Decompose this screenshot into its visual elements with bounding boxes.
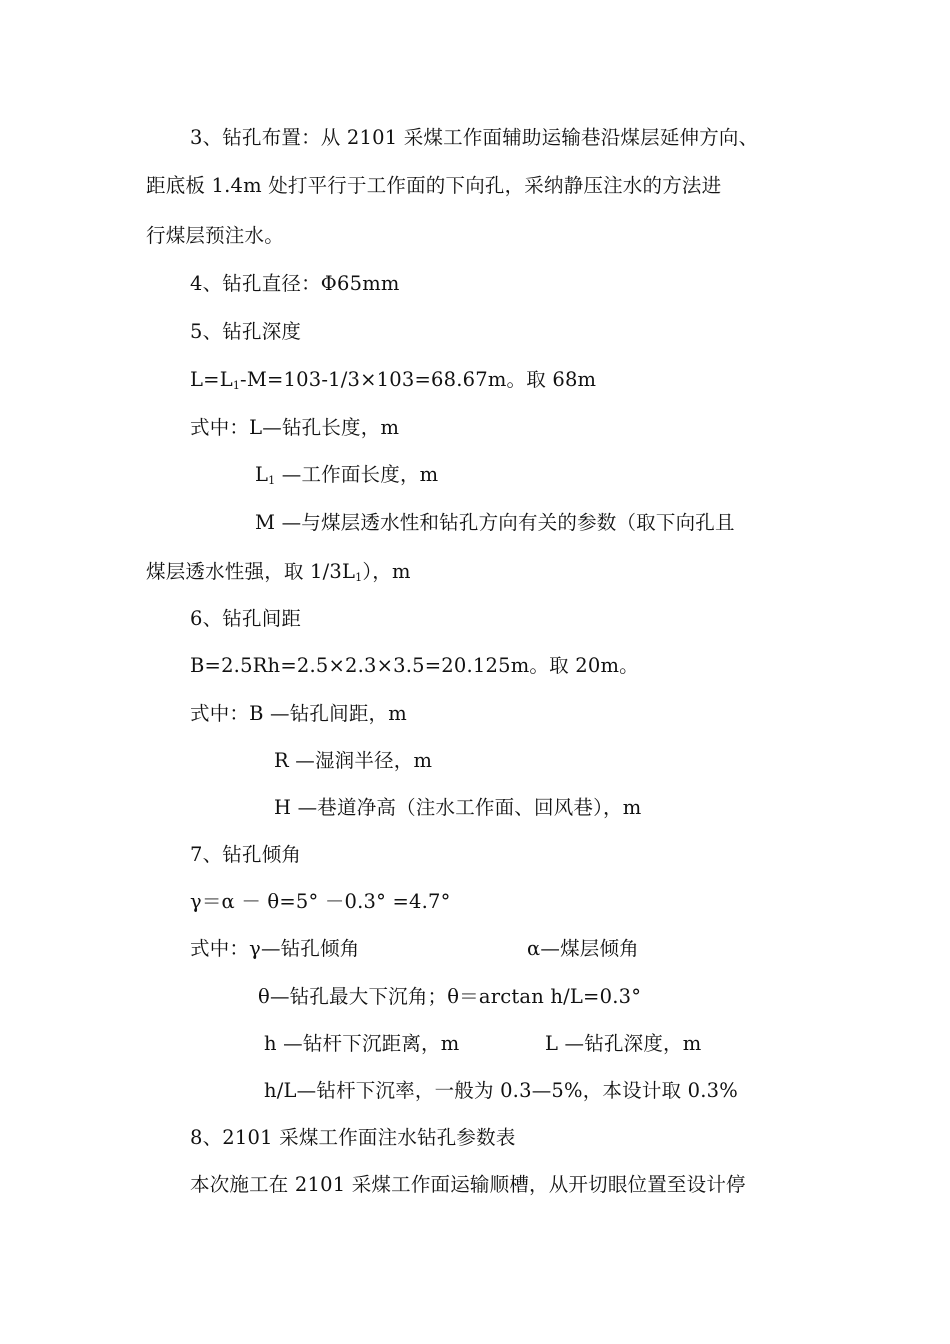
where-M: M —与煤层透水性和钻孔方向有关的参数（取下向孔且 [255,511,735,534]
formula-subscript: 1 [232,379,241,392]
symbol-part: L [255,463,269,486]
where-h: h —钻杆下沉距离，m [264,1032,460,1055]
formula-part: L=L [190,368,233,391]
section8-text: 本次施工在 2101 采煤工作面运输顺槽，从开切眼位置至设计停 [190,1173,746,1196]
section5-heading: 5、钻孔深度 [190,320,302,343]
where-theta: θ—钻孔最大下沉角；θ＝arctan h/L=0.3° [258,985,642,1008]
where-M-continued [146,558,411,586]
where-gamma: 式中：γ—钻孔倾角 [190,937,360,960]
definition-part: 煤层透水性强，取 1/3L [146,560,356,583]
section7-heading: 7、钻孔倾角 [190,843,302,866]
where-L-depth: L —钻孔深度，m [545,1032,702,1055]
section3-line1: 3、钻孔布置：从 2101 采煤工作面辅助运输巷沿煤层延伸方向、 [190,126,759,149]
formula-part: -M=103-1/3×103=68.67m。取 68m [240,368,597,391]
section4-text: 4、钻孔直径：Φ65mm [190,272,400,295]
section6-heading: 6、钻孔间距 [190,607,302,630]
where-R: R —湿润半径，m [274,749,433,772]
where-alpha: α—煤层倾角 [527,937,639,960]
section3-line2: 距底板 1.4m 处打平行于工作面的下向孔，采纳静压注水的方法进 [146,174,722,197]
section8-heading: 8、2101 采煤工作面注水钻孔参数表 [190,1126,516,1149]
section5-formula [190,366,596,394]
where-H: H —巷道净高（注水工作面、回风巷），m [274,796,642,819]
section3-line3: 行煤层预注水。 [146,224,284,247]
symbol-subscript: 1 [268,474,276,487]
where-L1 [255,461,438,489]
symbol-subscript: 1 [355,571,363,584]
where-B: 式中：B —钻孔间距，m [190,702,407,725]
section7-formula: γ＝α － θ=5° －0.3° =4.7° [190,890,451,913]
definition-part: ），m [362,560,411,583]
where-L: 式中：L—钻孔长度，m [190,416,400,439]
section6-formula: B=2.5Rh=2.5×2.3×3.5=20.125m。取 20m。 [190,654,639,677]
where-h-over-L: h/L—钻杆下沉率，一般为 0.3—5%，本设计取 0.3% [264,1079,738,1102]
definition-part: —工作面长度，m [275,463,439,486]
